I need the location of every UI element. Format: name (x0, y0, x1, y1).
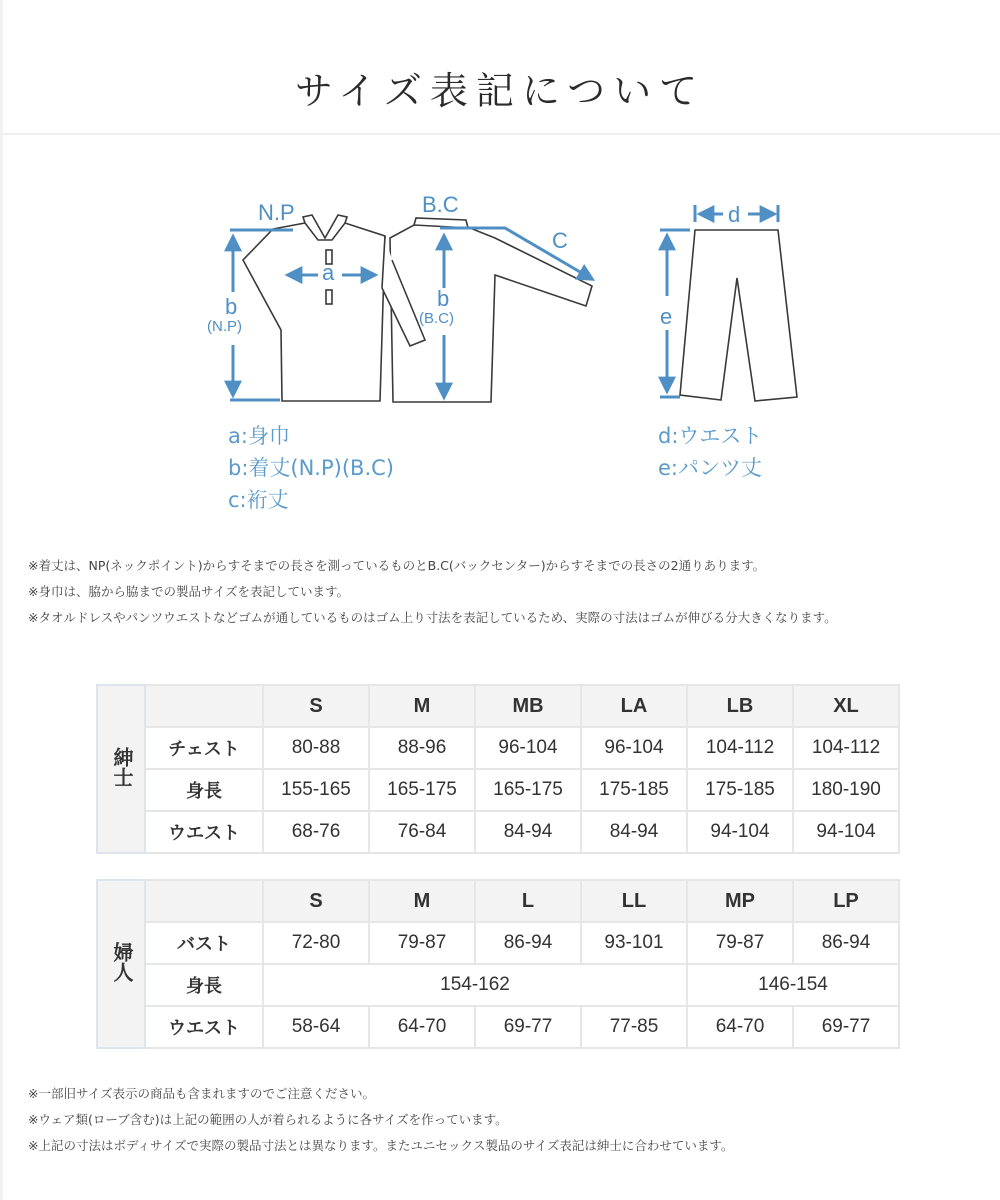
cell: 88-96 (369, 727, 475, 769)
group-label-womens: 婦人 (97, 880, 145, 1048)
row-label: 身長 (145, 769, 263, 811)
label-np-top: N.P (258, 200, 295, 225)
cell: 79-87 (369, 922, 475, 964)
label-bc-top: B.C (422, 192, 459, 217)
cell: 69-77 (793, 1006, 899, 1048)
cell: 175-185 (687, 769, 793, 811)
cell: 64-70 (369, 1006, 475, 1048)
legend-b: b:着丈(N.P)(B.C) (228, 456, 394, 480)
table-row (97, 727, 899, 769)
mens-size-table (96, 684, 900, 854)
size-header: MP (687, 880, 793, 922)
size-header: LB (687, 685, 793, 727)
garment-illustration (0, 180, 1000, 520)
cell: 80-88 (263, 727, 369, 769)
size-header: M (369, 685, 475, 727)
table-row (97, 769, 899, 811)
label-b-front-sub: (N.P) (207, 318, 242, 335)
row-label: 身長 (145, 964, 263, 1006)
page-title: サイズ表記について (294, 69, 706, 113)
label-d: d (728, 202, 741, 227)
cell: 79-87 (687, 922, 793, 964)
size-header: S (263, 880, 369, 922)
cell: 68-76 (263, 811, 369, 853)
table-row (97, 922, 899, 964)
cell: 84-94 (581, 811, 687, 853)
label-c: C (552, 228, 568, 253)
row-label: バスト (145, 922, 263, 964)
cell: 96-104 (581, 727, 687, 769)
cell-merged: 146-154 (687, 964, 899, 1006)
note-line: ※ウェア類(ローブ含む)は上記の範囲の人が着られるように各サイズを作っています。 (28, 1112, 508, 1127)
label-e: e (660, 304, 673, 329)
cell: 180-190 (793, 769, 899, 811)
table-header-row (97, 880, 899, 922)
cell: 155-165 (263, 769, 369, 811)
cell: 58-64 (263, 1006, 369, 1048)
note-line: ※上記の寸法はボディサイズで実際の製品寸法とは異なります。またユニセックス製品のサイズ表記は紳士に合わせています。 (28, 1138, 734, 1153)
cell: 69-77 (475, 1006, 581, 1048)
cell: 96-104 (475, 727, 581, 769)
table-header-row (97, 685, 899, 727)
legend-a: a:身巾 (228, 424, 290, 448)
cell: 76-84 (369, 811, 475, 853)
legend-e: e:パンツ丈 (658, 456, 762, 480)
size-header: LP (793, 880, 899, 922)
cell: 93-101 (581, 922, 687, 964)
table-row (97, 1006, 899, 1048)
cell: 104-112 (793, 727, 899, 769)
corner-cell (145, 685, 263, 727)
cell-merged: 154-162 (263, 964, 687, 1006)
cell: 94-104 (793, 811, 899, 853)
legend-d: d:ウエスト (658, 424, 763, 448)
cell: 165-175 (369, 769, 475, 811)
cell: 84-94 (475, 811, 581, 853)
cell: 94-104 (687, 811, 793, 853)
notes-top (28, 553, 837, 631)
row-label: チェスト (145, 727, 263, 769)
note-line: ※一部旧サイズ表示の商品も含まれますのでご注意ください。 (28, 1086, 375, 1101)
cell: 104-112 (687, 727, 793, 769)
table-row (97, 811, 899, 853)
group-label-mens: 紳士 (97, 685, 145, 853)
note-line: ※タオルドレスやパンツウエストなどゴムが通しているものはゴム上り寸法を表記しているため、実際の寸法はゴムが伸びる分大きくなります。 (28, 610, 837, 625)
note-line: ※着丈は、NP(ネックポイント)からすそまでの長さを測っているものとB.C(バックセンター)からすそまでの長さの2通りあります。 (28, 558, 766, 573)
cell: 77-85 (581, 1006, 687, 1048)
cell: 86-94 (475, 922, 581, 964)
size-header: L (475, 880, 581, 922)
corner-cell (145, 880, 263, 922)
measurement-diagram (0, 180, 1000, 520)
legend-c: c:裄丈 (228, 488, 289, 512)
cell: 72-80 (263, 922, 369, 964)
shirt-front-icon (243, 215, 385, 401)
row-label: ウエスト (145, 1006, 263, 1048)
size-header: XL (793, 685, 899, 727)
label-b-back-sub: (B.C) (419, 310, 454, 327)
womens-size-table (96, 879, 900, 1049)
size-header: LL (581, 880, 687, 922)
label-b-back: b (437, 286, 450, 311)
cell: 86-94 (793, 922, 899, 964)
notes-bottom (28, 1081, 733, 1159)
cell: 175-185 (581, 769, 687, 811)
size-header: S (263, 685, 369, 727)
title-band (0, 0, 1000, 135)
size-header: M (369, 880, 475, 922)
cell: 64-70 (687, 1006, 793, 1048)
note-line: ※身巾は、脇から脇までの製品サイズを表記しています。 (28, 584, 349, 599)
label-b-front: b (225, 294, 238, 319)
row-label: ウエスト (145, 811, 263, 853)
table-row (97, 964, 899, 1006)
cell: 165-175 (475, 769, 581, 811)
label-a: a (322, 260, 335, 285)
size-header: MB (475, 685, 581, 727)
pants-icon (680, 230, 797, 401)
size-header: LA (581, 685, 687, 727)
